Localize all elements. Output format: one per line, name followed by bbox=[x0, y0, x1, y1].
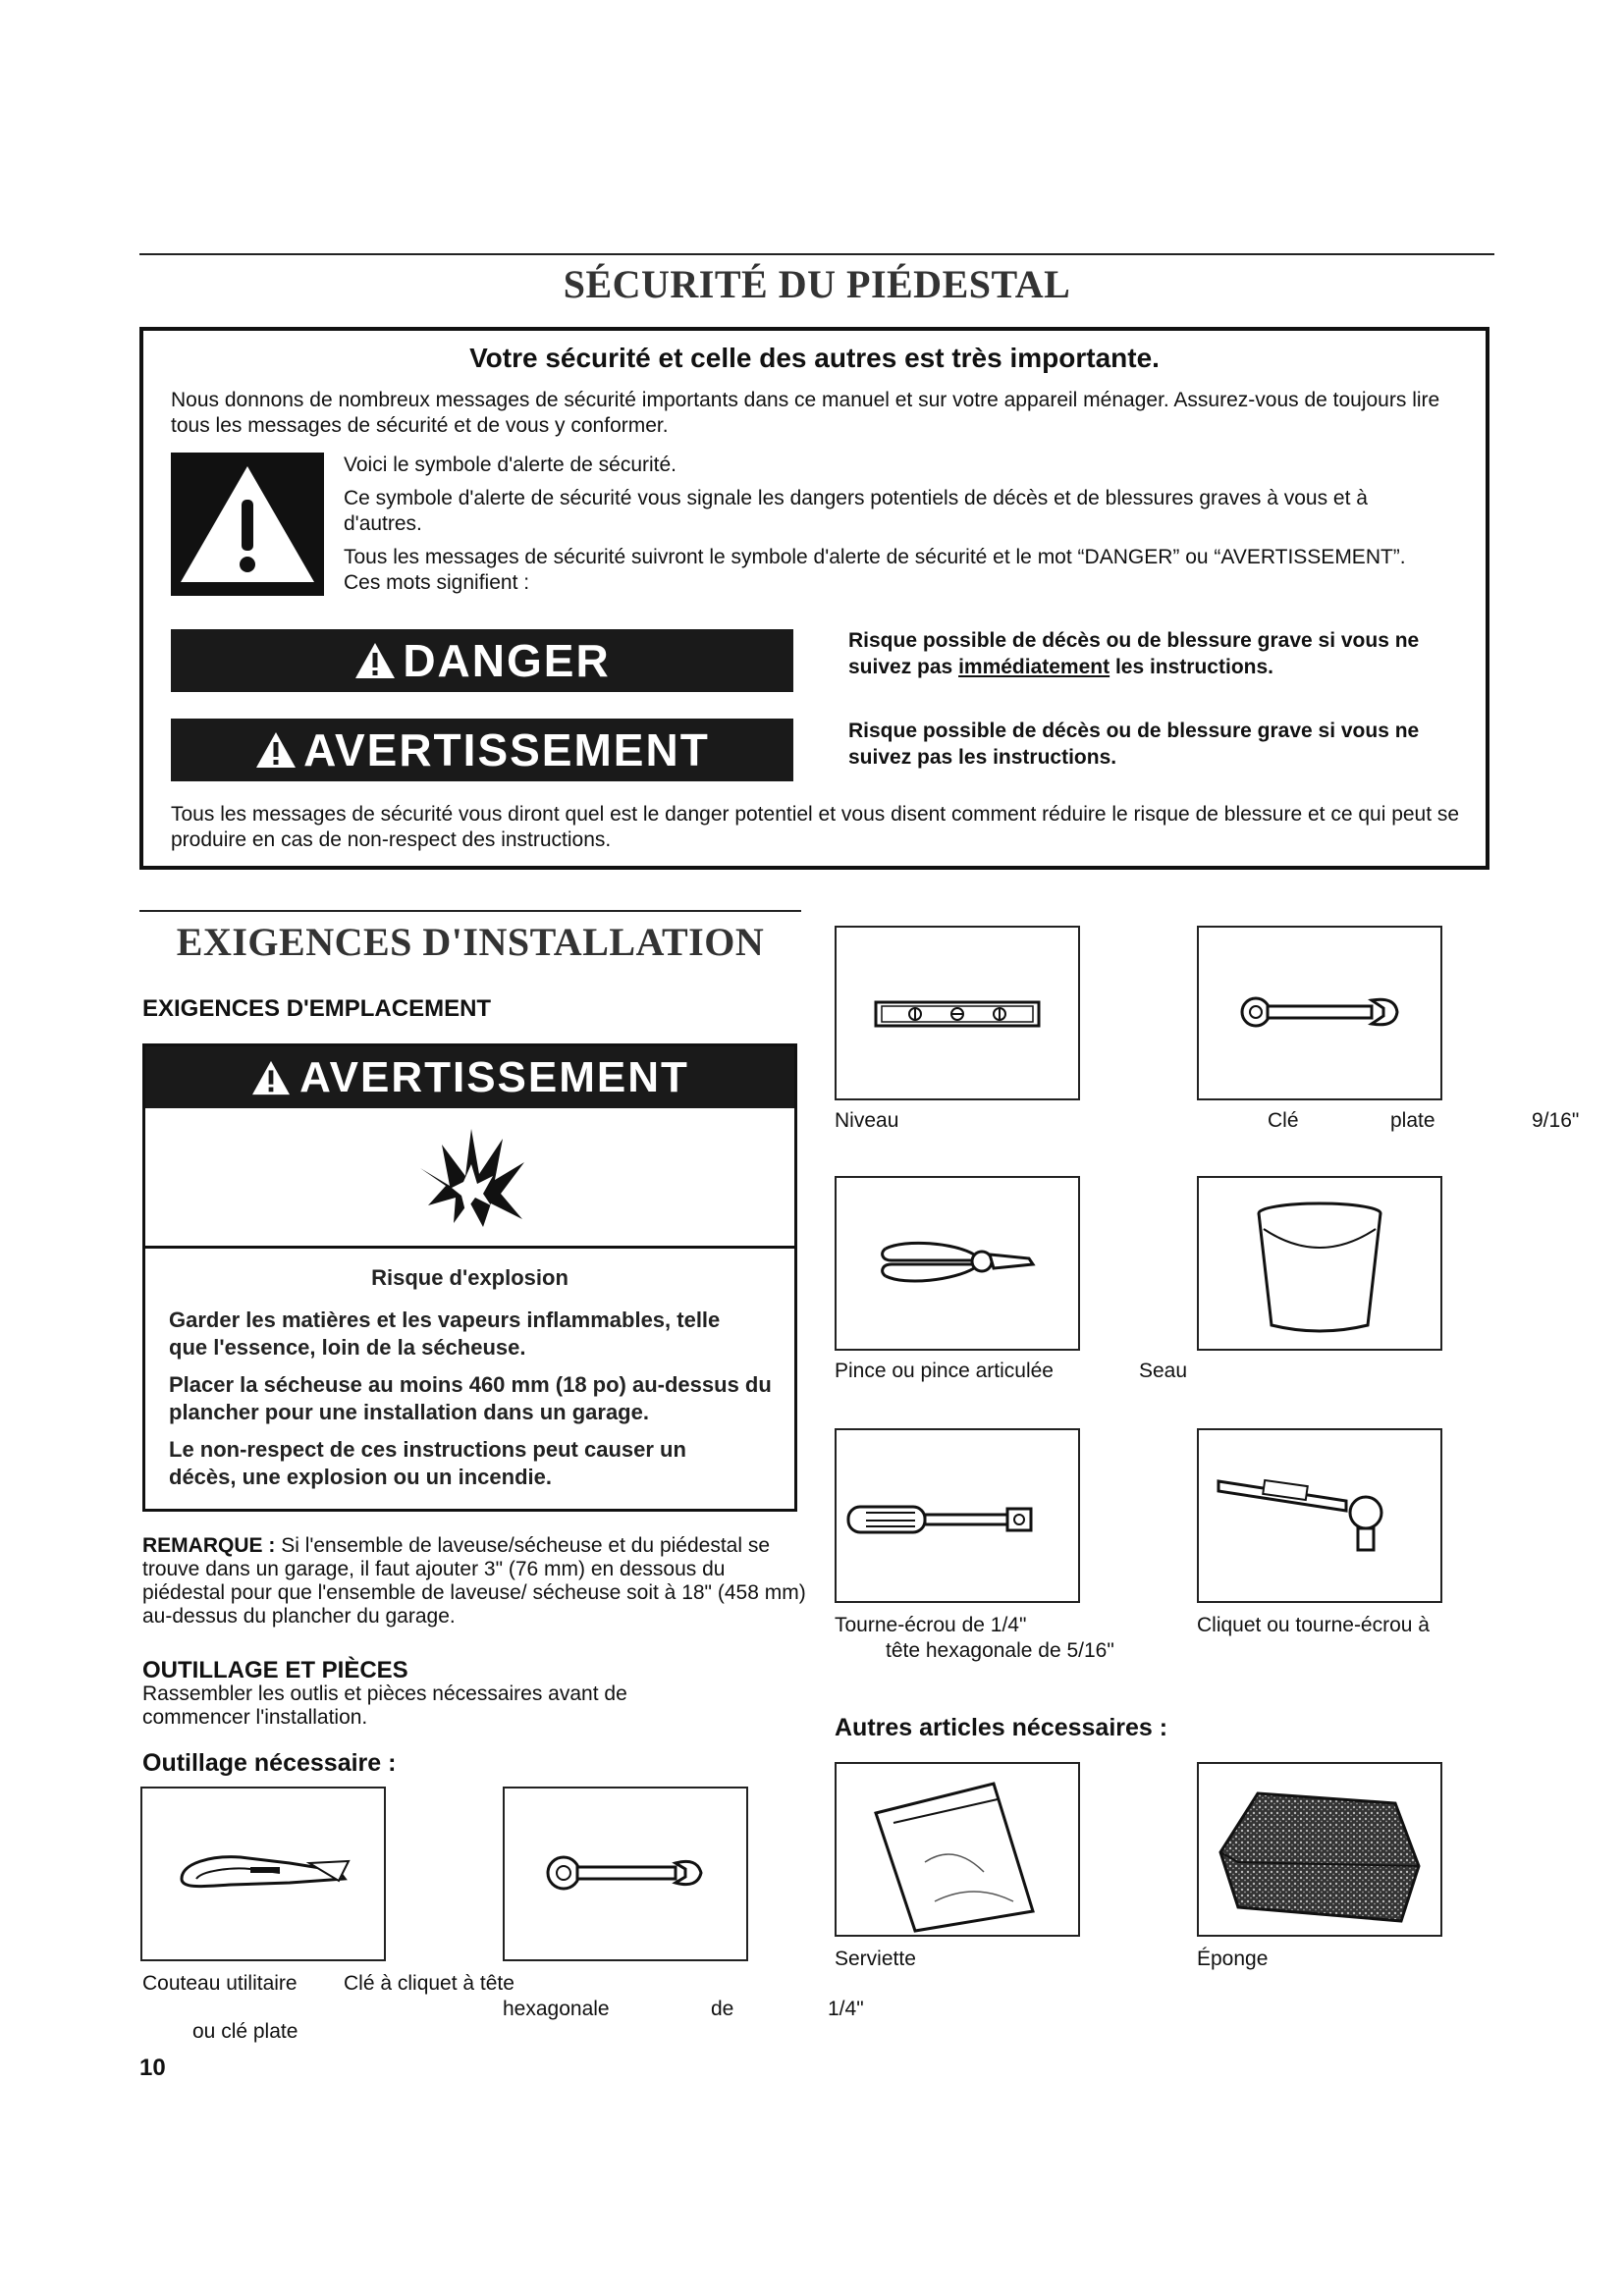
danger-description bbox=[848, 627, 1477, 680]
caption-bucket: Seau bbox=[1139, 1360, 1188, 1382]
explosion-title: Risque d'explosion bbox=[371, 1265, 568, 1290]
caption-wrench-b: plate bbox=[1390, 1109, 1435, 1132]
tools-heading: OUTILLAGE ET PIÈCES bbox=[142, 1657, 408, 1683]
flat-wrench-image bbox=[1197, 926, 1442, 1100]
messages-line: Tous les messages de sécurité suivront le symbole d'alerte de sécurité et le mot “DANGER” ou “AVERTISSEMENT”. Ces mots signifient : bbox=[344, 546, 1406, 594]
explosion-paragraph-1: Garder les matières et les vapeurs inflammables, telle que l'essence, loin de la sécheuse. bbox=[169, 1308, 721, 1360]
top-rule bbox=[139, 253, 1494, 255]
caption-level: Niveau bbox=[835, 1109, 899, 1132]
caption-socket-ratchet: Cliquet ou tourne-écrou à bbox=[1197, 1614, 1430, 1636]
bucket-icon bbox=[1199, 1178, 1440, 1349]
wrench-icon bbox=[505, 1789, 746, 1959]
level-icon bbox=[837, 928, 1078, 1098]
bucket-image bbox=[1197, 1176, 1442, 1351]
caption-ratchet-d: 1/4" bbox=[828, 1998, 864, 2020]
caption-nut-driver-a: Tourne-écrou de 1/4" bbox=[835, 1614, 1027, 1636]
safety-heading: Votre sécurité et celle des autres est très importante. bbox=[469, 343, 1160, 373]
explosion-paragraph-2: Placer la sécheuse au moins 460 mm (18 po) au-dessus du plancher pour une installation dans un garage. bbox=[169, 1372, 772, 1424]
explosion-warning-header bbox=[145, 1046, 794, 1108]
caption-sponge: Éponge bbox=[1197, 1948, 1269, 1970]
nut-driver-image bbox=[835, 1428, 1080, 1603]
safety-box bbox=[139, 327, 1489, 870]
caption-pliers: Pince ou pince articulée bbox=[835, 1360, 1054, 1382]
utility-knife-image bbox=[140, 1787, 386, 1961]
warning-signal bbox=[171, 719, 793, 781]
location-heading: EXIGENCES D'EMPLACEMENT bbox=[142, 995, 492, 1022]
caption-towel: Serviette bbox=[835, 1948, 916, 1970]
socket-ratchet-image bbox=[1197, 1428, 1442, 1603]
caption-utility-knife: Couteau utilitaire bbox=[142, 1972, 298, 1995]
warning-divider bbox=[145, 1246, 794, 1249]
other-items-heading: Autres articles nécessaires : bbox=[835, 1714, 1168, 1741]
install-rule bbox=[139, 910, 801, 912]
safety-intro: Nous donnons de nombreux messages de sécurité importants dans ce manuel et sur votre appareil ménager. Assurez-vous de toujours lire tous les messages de sécurité et de vous y conformer. bbox=[171, 389, 1440, 437]
caption-ratchet-a: Clé à cliquet à tête bbox=[344, 1972, 514, 1995]
caption-wrench-c: 9/16" bbox=[1532, 1109, 1580, 1132]
remark-label: REMARQUE : bbox=[142, 1534, 276, 1557]
caption-ratchet-b: hexagonale bbox=[503, 1998, 610, 2020]
remark-text: Si l'ensemble de laveuse/sécheuse et du piédestal se trouve dans un garage, il faut ajouter 3" (76 mm) en dessous du piédestal pour que l'ensemble de laveuse/ sécheuse soit à 18" (458 mm) au-dessus du plancher du garage. bbox=[142, 1534, 806, 1628]
danger-label: DANGER bbox=[403, 635, 611, 686]
danger-desc-b: les instructions. bbox=[1110, 656, 1273, 678]
explosion-warning-box bbox=[142, 1043, 797, 1512]
caption-flat-wrench: ou clé plate bbox=[192, 2020, 298, 2043]
safety-alert-icon bbox=[171, 453, 324, 596]
level-image bbox=[835, 926, 1080, 1100]
ratchet-icon bbox=[1199, 1430, 1440, 1601]
warning-description: Risque possible de décès ou de blessure grave si vous ne suivez pas les instructions. bbox=[848, 720, 1420, 769]
remark bbox=[142, 1534, 810, 1629]
caption-ratchet-c: de bbox=[711, 1998, 734, 2020]
sponge-icon bbox=[1199, 1764, 1440, 1935]
explosion-paragraph-3: Le non-respect de ces instructions peut causer un décès, une explosion ou un incendie. bbox=[169, 1437, 686, 1489]
explosion-icon bbox=[412, 1125, 530, 1233]
explosion-warning-label: AVERTISSEMENT bbox=[299, 1052, 689, 1101]
towel-icon bbox=[837, 1764, 1078, 1935]
warning-alert-icon bbox=[254, 730, 298, 770]
towel-image bbox=[835, 1762, 1080, 1937]
socket-wrench-image bbox=[503, 1787, 748, 1961]
tools-intro: Rassembler les outlis et pièces nécessaires avant de commencer l'installation. bbox=[142, 1682, 627, 1729]
open-wrench-icon bbox=[1199, 928, 1440, 1098]
danger-alert-icon bbox=[353, 641, 397, 680]
utility-knife-icon bbox=[142, 1789, 384, 1959]
nut-driver-icon bbox=[837, 1430, 1078, 1601]
safety-footer: Tous les messages de sécurité vous diront quel est le danger potentiel et vous disent comment réduire le risque de blessure et ce qui peut se produire en cas de non-respect des instructions. bbox=[171, 803, 1460, 851]
page-title: SÉCURITÉ DU PIÉDESTAL bbox=[563, 262, 1071, 306]
danger-signal bbox=[171, 629, 793, 692]
symbol-line: Voici le symbole d'alerte de sécurité. bbox=[344, 454, 677, 476]
pliers-image bbox=[835, 1176, 1080, 1351]
danger-desc-a: Risque possible de décès ou de blessure grave si vous ne suivez pas bbox=[848, 629, 1420, 678]
install-title: EXIGENCES D'INSTALLATION bbox=[176, 920, 765, 964]
pliers-icon bbox=[837, 1178, 1078, 1349]
caption-nut-driver-b: tête hexagonale de 5/16" bbox=[886, 1639, 1114, 1662]
tools-needed-heading: Outillage nécessaire : bbox=[142, 1749, 397, 1777]
header-alert-icon bbox=[250, 1059, 292, 1096]
page-number: 10 bbox=[139, 2055, 166, 2081]
warning-label: AVERTISSEMENT bbox=[303, 724, 710, 775]
danger-desc-underline: immédiatement bbox=[958, 656, 1110, 678]
sponge-image bbox=[1197, 1762, 1442, 1937]
symbol-description: Ce symbole d'alerte de sécurité vous signale les dangers potentiels de décès et de blessures graves à vous et à d'autres. bbox=[344, 487, 1368, 535]
caption-wrench-a: Clé bbox=[1268, 1109, 1299, 1132]
